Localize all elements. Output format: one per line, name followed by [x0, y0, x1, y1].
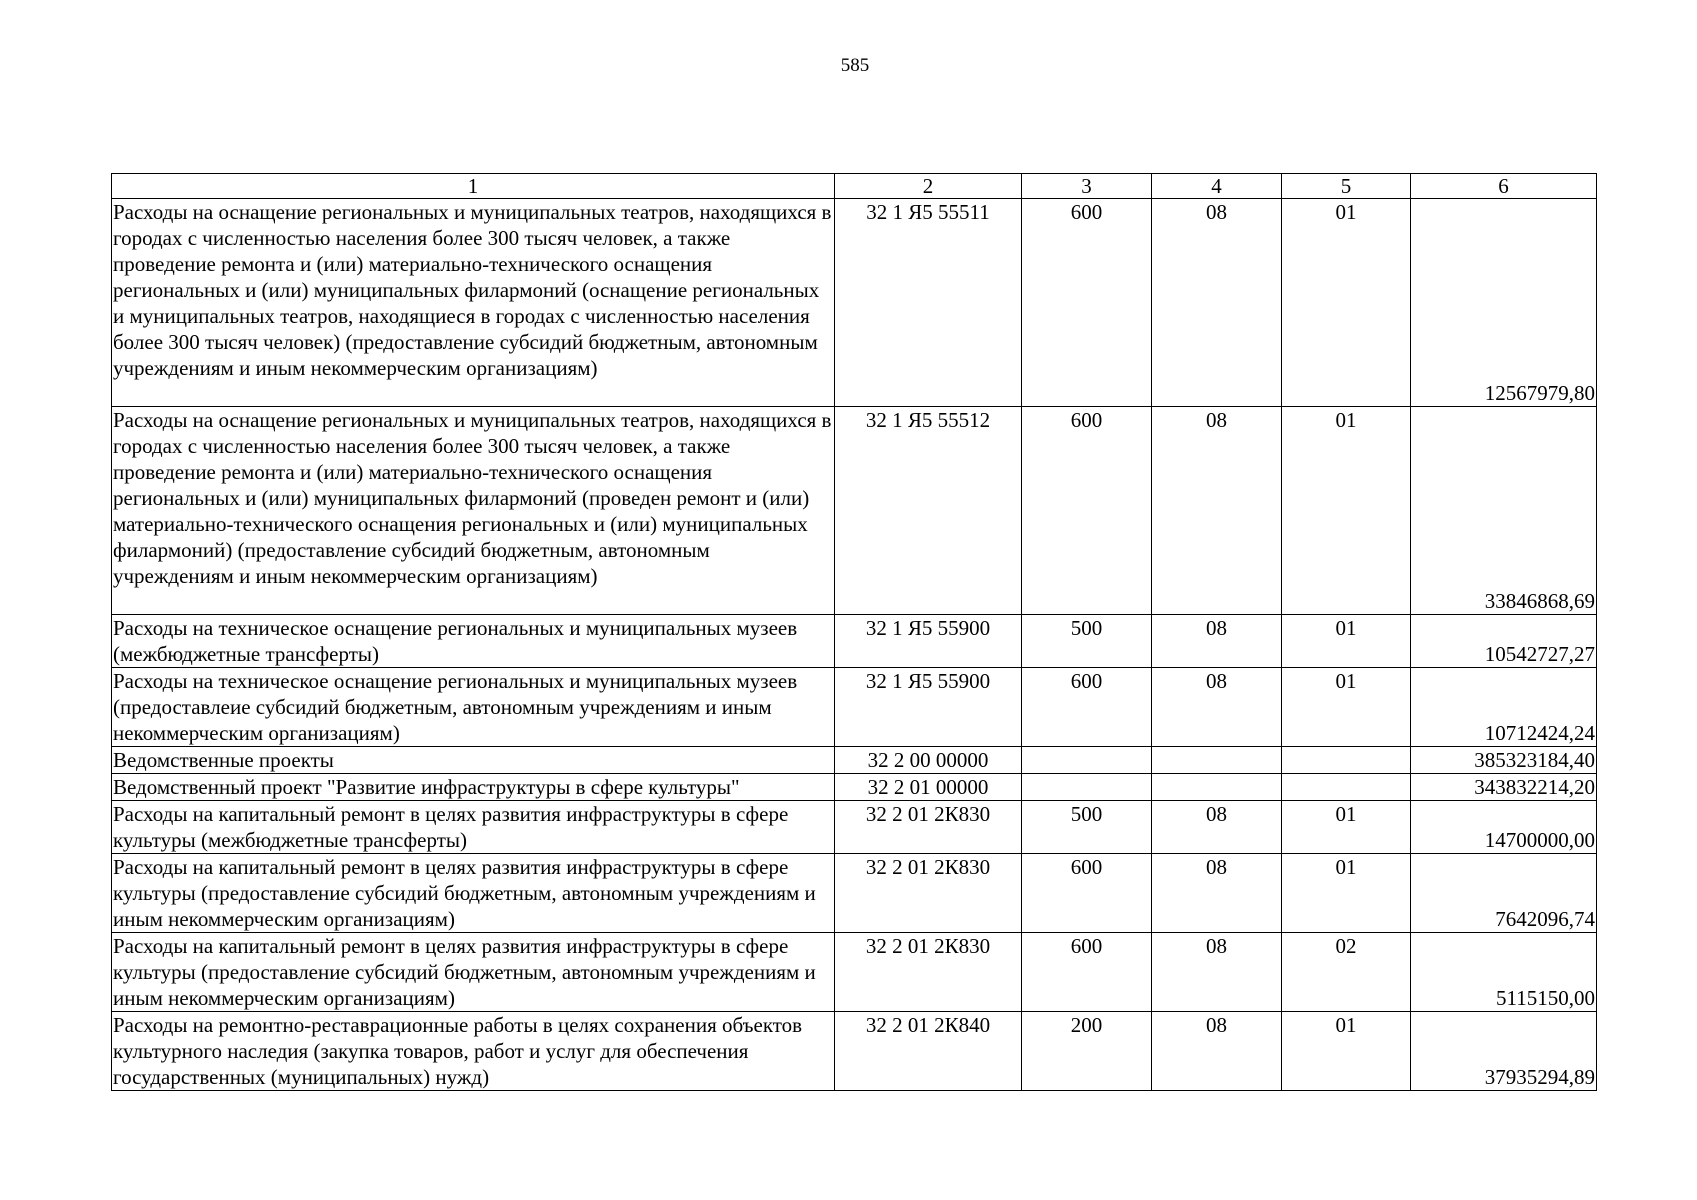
section-cell — [1152, 774, 1282, 801]
subsection-cell: 01 — [1282, 615, 1411, 668]
table-row — [112, 668, 1597, 747]
expense-type-cell: 600 — [1022, 933, 1152, 1012]
target-code-cell: 32 1 Я5 55512 — [835, 407, 1022, 615]
target-code-cell: 32 2 00 00000 — [835, 747, 1022, 774]
amount-cell: 343832214,20 — [1411, 774, 1597, 801]
expense-name-cell: Ведомственные проекты — [112, 747, 835, 774]
expense-name-cell: Расходы на техническое оснащение региональных и муниципальных музеев (межбюджетные трансферты) — [112, 615, 835, 668]
section-cell: 08 — [1152, 615, 1282, 668]
subsection-cell: 01 — [1282, 407, 1411, 615]
amount-cell: 7642096,74 — [1411, 854, 1597, 933]
expense-type-cell: 600 — [1022, 407, 1152, 615]
amount-cell: 37935294,89 — [1411, 1012, 1597, 1091]
budget-table — [111, 173, 1597, 1091]
subsection-cell: 01 — [1282, 801, 1411, 854]
target-code-cell: 32 2 01 00000 — [835, 774, 1022, 801]
expense-name-cell: Расходы на оснащение региональных и муниципальных театров, находящихся в городах с численностью населения более 300 тысяч человек, а также проведение ремонта и (или) материально-технического оснащения региональных и (или) муниципальных филармоний (проведен ремонт и (или) материально-технического оснащения региональных и (или) муниципальных филармоний) (предоставление субсидий бюджетным, автономным учреждениям и иным некоммерческим организациям) — [112, 407, 835, 615]
table-row — [112, 199, 1597, 407]
expense-name-cell: Расходы на капитальный ремонт в целях развития инфраструктуры в сфере культуры (предоставление субсидий бюджетным, автономным учреждениям и иным некоммерческим организациям) — [112, 933, 835, 1012]
table-row — [112, 933, 1597, 1012]
section-cell: 08 — [1152, 1012, 1282, 1091]
subsection-cell: 01 — [1282, 668, 1411, 747]
subsection-cell: 01 — [1282, 1012, 1411, 1091]
column-number: 3 — [1022, 174, 1152, 199]
expense-type-cell: 200 — [1022, 1012, 1152, 1091]
column-number: 4 — [1152, 174, 1282, 199]
column-number: 5 — [1282, 174, 1411, 199]
column-numbers-row — [112, 174, 1597, 199]
amount-cell: 10542727,27 — [1411, 615, 1597, 668]
expense-type-cell: 600 — [1022, 668, 1152, 747]
table-row — [112, 1012, 1597, 1091]
subsection-cell: 01 — [1282, 854, 1411, 933]
target-code-cell: 32 1 Я5 55511 — [835, 199, 1022, 407]
target-code-cell: 32 1 Я5 55900 — [835, 615, 1022, 668]
expense-name-cell: Расходы на капитальный ремонт в целях развития инфраструктуры в сфере культуры (предоставление субсидий бюджетным, автономным учреждениям и иным некоммерческим организациям) — [112, 854, 835, 933]
table-row — [112, 615, 1597, 668]
page-number: 585 — [840, 55, 870, 76]
expense-type-cell: 500 — [1022, 801, 1152, 854]
section-cell: 08 — [1152, 933, 1282, 1012]
section-cell: 08 — [1152, 854, 1282, 933]
target-code-cell: 32 2 01 2К830 — [835, 933, 1022, 1012]
table-row — [112, 801, 1597, 854]
subsection-cell: 01 — [1282, 199, 1411, 407]
section-cell: 08 — [1152, 801, 1282, 854]
column-number: 2 — [835, 174, 1022, 199]
expense-type-cell — [1022, 774, 1152, 801]
column-number: 1 — [112, 174, 835, 199]
expense-name-cell: Расходы на ремонтно-реставрационные работы в целях сохранения объектов культурного наследия (закупка товаров, работ и услуг для обеспечения государственных (муниципальных) нужд) — [112, 1012, 835, 1091]
section-cell: 08 — [1152, 199, 1282, 407]
subsection-cell — [1282, 747, 1411, 774]
column-number: 6 — [1411, 174, 1597, 199]
amount-cell: 385323184,40 — [1411, 747, 1597, 774]
expense-name-cell: Ведомственный проект "Развитие инфраструктуры в сфере культуры" — [112, 774, 835, 801]
subsection-cell — [1282, 774, 1411, 801]
target-code-cell: 32 2 01 2К830 — [835, 854, 1022, 933]
table-row — [112, 747, 1597, 774]
amount-cell: 12567979,80 — [1411, 199, 1597, 407]
expense-type-cell: 600 — [1022, 854, 1152, 933]
section-cell: 08 — [1152, 668, 1282, 747]
table-row — [112, 407, 1597, 615]
target-code-cell: 32 2 01 2К840 — [835, 1012, 1022, 1091]
expense-type-cell — [1022, 747, 1152, 774]
table-row — [112, 854, 1597, 933]
amount-cell: 14700000,00 — [1411, 801, 1597, 854]
amount-cell: 33846868,69 — [1411, 407, 1597, 615]
amount-cell: 10712424,24 — [1411, 668, 1597, 747]
amount-cell: 5115150,00 — [1411, 933, 1597, 1012]
expense-name-cell: Расходы на капитальный ремонт в целях развития инфраструктуры в сфере культуры (межбюджетные трансферты) — [112, 801, 835, 854]
section-cell: 08 — [1152, 407, 1282, 615]
table-row — [112, 774, 1597, 801]
expense-type-cell: 500 — [1022, 615, 1152, 668]
target-code-cell: 32 1 Я5 55900 — [835, 668, 1022, 747]
target-code-cell: 32 2 01 2К830 — [835, 801, 1022, 854]
expense-name-cell: Расходы на техническое оснащение региональных и муниципальных музеев (предоставлеие субсидий бюджетным, автономным учреждениям и иным некоммерческим организациям) — [112, 668, 835, 747]
expense-type-cell: 600 — [1022, 199, 1152, 407]
expense-name-cell: Расходы на оснащение региональных и муниципальных театров, находящихся в городах с численностью населения более 300 тысяч человек, а также проведение ремонта и (или) материально-технического оснащения региональных и (или) муниципальных филармоний (оснащение региональных и муниципальных театров, находящиеся в городах с численностью населения более 300 тысяч человек) (предоставление субсидий бюджетным, автономным учреждениям и иным некоммерческим организациям) — [112, 199, 835, 407]
subsection-cell: 02 — [1282, 933, 1411, 1012]
section-cell — [1152, 747, 1282, 774]
